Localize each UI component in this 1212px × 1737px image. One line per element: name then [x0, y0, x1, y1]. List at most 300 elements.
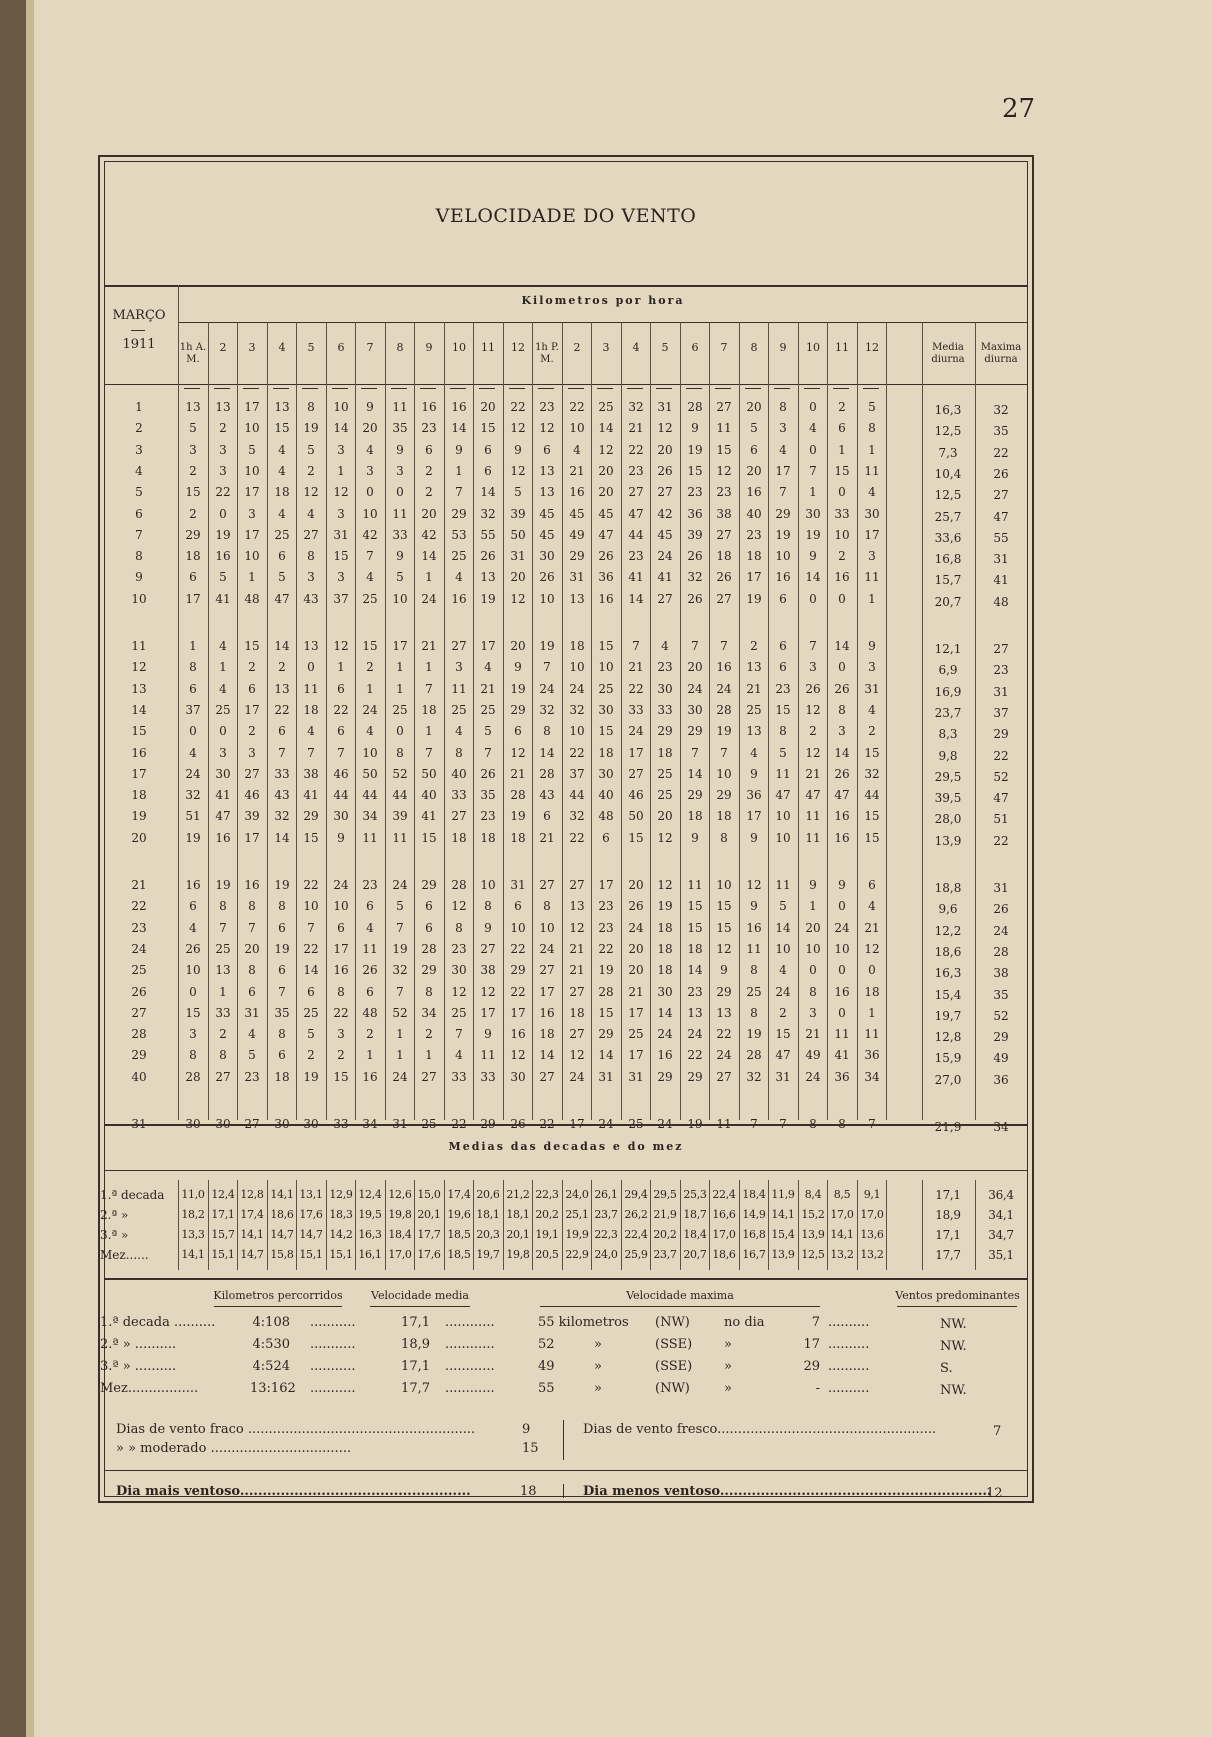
hour-value: 14	[834, 639, 850, 653]
daily-mean: 20,7	[934, 595, 962, 609]
hour-value: 10	[569, 724, 585, 738]
daily-max: 24	[993, 924, 1009, 938]
hour-value: 6	[425, 921, 433, 935]
hour-value: 16	[746, 485, 762, 499]
hour-value: 7	[219, 921, 227, 935]
hour-header: 10	[452, 341, 466, 354]
hour-value: 0	[219, 507, 227, 521]
medias-value: 17,0	[712, 1228, 736, 1241]
medias-value: 20,5	[535, 1248, 559, 1261]
hour-value: 32	[569, 809, 585, 823]
hour-value: 24	[775, 985, 791, 999]
hour-value: 45	[569, 507, 585, 521]
hour-value: 22	[510, 400, 526, 414]
medias-top-rule	[104, 1124, 1028, 1126]
hour-value: 9	[720, 963, 728, 977]
hour-value: 29	[687, 1070, 703, 1084]
hour-value: 40	[451, 767, 467, 781]
hour-value: 1	[337, 464, 345, 478]
hour-value: 33	[451, 1070, 467, 1084]
hour-value: 1	[396, 1048, 404, 1062]
hour-value: 36	[864, 1048, 880, 1062]
hour-value: 4	[307, 507, 315, 521]
hour-value: 8	[750, 1006, 758, 1020]
hour-value: 8	[278, 899, 286, 913]
hour-value: 3	[307, 570, 315, 584]
hour-value: 32	[628, 400, 644, 414]
hour-value: 25	[215, 703, 231, 717]
hour-value: 30	[185, 1117, 201, 1131]
hour-value: 44	[333, 788, 349, 802]
header-tick	[214, 388, 230, 389]
hour-value: 22	[274, 703, 290, 717]
hour-value: 11	[864, 570, 880, 584]
hour-value: 19	[539, 639, 555, 653]
medias-mean: 18,9	[935, 1208, 961, 1222]
hour-value: 37	[185, 703, 201, 717]
medias-value: 15,7	[211, 1228, 235, 1241]
units-left-rule	[178, 285, 179, 322]
medias-value: 19,1	[535, 1228, 559, 1241]
medias-value: 17,4	[240, 1208, 264, 1221]
hour-value: 1	[838, 443, 846, 457]
hour-value: 29	[716, 985, 732, 999]
daily-max: 55	[993, 531, 1009, 545]
hour-value: 10	[244, 421, 260, 435]
daily-mean: 12,1	[934, 642, 962, 656]
hour-header: 1h A. M.	[179, 342, 207, 365]
hour-value: 24	[716, 682, 732, 696]
day-label: 26	[131, 985, 147, 999]
hour-value: 1	[189, 639, 197, 653]
medias-value: 14,1	[771, 1208, 795, 1221]
hour-value: 11	[864, 464, 880, 478]
prevailing-wind: NW.	[940, 1339, 967, 1354]
hour-value: 48	[362, 1006, 378, 1020]
hour-value: 12	[657, 831, 673, 845]
hour-value: 7	[396, 921, 404, 935]
hour-value: 3	[868, 549, 876, 563]
hour-value: 25	[274, 528, 290, 542]
day-label: 29	[131, 1048, 147, 1062]
hour-value: 1	[809, 899, 817, 913]
ventos-header: Ventos predominantes	[895, 1289, 1020, 1302]
daily-max: 36	[993, 1073, 1009, 1087]
hour-value: 27	[303, 528, 319, 542]
hour-value: 23	[628, 464, 644, 478]
medias-row-label: Mez......	[100, 1248, 149, 1262]
hour-value: 17	[628, 1006, 644, 1020]
hour-value: 17	[864, 528, 880, 542]
hour-value: 15	[775, 1027, 791, 1041]
hour-value: 22	[569, 400, 585, 414]
hour-value: 17	[244, 831, 260, 845]
hour-value: 18	[657, 921, 673, 935]
hour-value: 18	[598, 746, 614, 760]
medias-value: 18,4	[683, 1228, 707, 1241]
medias-value: 8,5	[833, 1188, 851, 1201]
hour-value: 0	[809, 963, 817, 977]
hour-value: 26	[716, 570, 732, 584]
hour-value: 6	[248, 985, 256, 999]
hour-value: 13	[746, 660, 762, 674]
hour-value: 52	[392, 767, 408, 781]
hour-value: 5	[396, 570, 404, 584]
hour-value: 3	[219, 746, 227, 760]
medias-row-label: 1.ª decada	[100, 1188, 165, 1202]
vmax-unit: »	[594, 1381, 602, 1396]
hour-value: 6	[366, 899, 374, 913]
hour-value: 16	[451, 592, 467, 606]
hour-value: 30	[657, 985, 673, 999]
prevailing-wind: NW.	[940, 1383, 967, 1398]
hour-value: 47	[598, 528, 614, 542]
hour-value: 11	[775, 878, 791, 892]
hour-value: 32	[687, 570, 703, 584]
hour-value: 12	[303, 485, 319, 499]
hour-value: 26	[657, 464, 673, 478]
hour-value: 31	[510, 878, 526, 892]
daily-max: 37	[993, 706, 1009, 720]
medias-value: 20,1	[506, 1228, 530, 1241]
medias-mean: 17,1	[935, 1188, 961, 1202]
hour-value: 24	[185, 767, 201, 781]
hour-value: 29	[510, 963, 526, 977]
day-label: 17	[131, 767, 147, 781]
hour-value: 19	[274, 942, 290, 956]
hour-value: 6	[248, 682, 256, 696]
vmax-direction: (NW)	[655, 1381, 690, 1396]
hour-value: 2	[425, 464, 433, 478]
hour-value: 19	[510, 682, 526, 696]
hour-value: 27	[421, 1070, 437, 1084]
hour-value: 6	[425, 899, 433, 913]
hour-value: 8	[779, 724, 787, 738]
hour-value: 16	[746, 921, 762, 935]
hour-value: 30	[864, 507, 880, 521]
hour-value: 25	[598, 400, 614, 414]
hour-value: 42	[421, 528, 437, 542]
header-tick	[804, 388, 820, 389]
hour-value: 23	[598, 921, 614, 935]
hour-value: 19	[716, 724, 732, 738]
hour-value: 5	[750, 421, 758, 435]
hour-value: 25	[657, 788, 673, 802]
hour-value: 5	[189, 421, 197, 435]
daily-mean: 19,7	[934, 1009, 962, 1023]
hour-value: 55	[480, 528, 496, 542]
hour-value: 15	[274, 421, 290, 435]
hour-value: 21	[569, 464, 585, 478]
header-tick	[597, 388, 613, 389]
hour-value: 11	[716, 421, 732, 435]
hour-value: 23	[775, 682, 791, 696]
hour-value: 4	[661, 639, 669, 653]
hour-value: 36	[598, 570, 614, 584]
hour-value: 30	[215, 1117, 231, 1131]
daily-mean: 9,6	[938, 902, 958, 916]
hour-value: 18	[746, 549, 762, 563]
hour-value: 4	[248, 1027, 256, 1041]
medias-value: 12,8	[240, 1188, 264, 1201]
hour-value: 37	[569, 767, 585, 781]
vmax-value: 52	[538, 1337, 555, 1352]
hour-value: 14	[657, 1006, 673, 1020]
vmed-value: 17,1	[401, 1315, 430, 1330]
day-label: 6	[135, 507, 143, 521]
hour-value: 11	[392, 831, 408, 845]
medias-value: 24,0	[594, 1248, 618, 1261]
hour-value: 27	[539, 963, 555, 977]
medias-rule	[104, 1170, 1028, 1171]
medias-value: 22,9	[565, 1248, 589, 1261]
hour-value: 2	[366, 1027, 374, 1041]
hour-value: 0	[838, 592, 846, 606]
hour-value: 1	[455, 464, 463, 478]
hour-value: 41	[657, 570, 673, 584]
day-caption: »	[724, 1359, 732, 1374]
hour-value: 29	[598, 1027, 614, 1041]
hour-value: 19	[274, 878, 290, 892]
hour-value: 24	[628, 724, 644, 738]
hour-value: 9	[396, 549, 404, 563]
daily-max: 35	[993, 424, 1009, 438]
hour-value: 19	[746, 592, 762, 606]
hour-value: 29	[657, 1070, 673, 1084]
header-tick	[833, 388, 849, 389]
hour-value: 2	[366, 660, 374, 674]
medias-value: 14,1	[240, 1228, 264, 1241]
hour-value: 3	[868, 660, 876, 674]
medias-value: 17,6	[299, 1208, 323, 1221]
hour-value: 26	[687, 549, 703, 563]
units-caption: Kilometros por hora	[521, 294, 685, 307]
hour-value: 36	[834, 1070, 850, 1084]
hour-value: 10	[510, 921, 526, 935]
hour-value: 18	[274, 485, 290, 499]
medias-value: 25,9	[624, 1248, 648, 1261]
hour-value: 32	[864, 767, 880, 781]
hour-value: 23	[451, 942, 467, 956]
hour-value: 7	[779, 485, 787, 499]
day-label: 31	[131, 1117, 147, 1131]
hour-value: 17	[628, 1048, 644, 1062]
hour-value: 17	[746, 570, 762, 584]
hour-value: 17	[185, 592, 201, 606]
hour-value: 21	[569, 942, 585, 956]
medias-value: 22,4	[624, 1228, 648, 1241]
hour-value: 31	[510, 549, 526, 563]
hour-value: 27	[451, 639, 467, 653]
daily-max: 27	[993, 488, 1009, 502]
hour-value: 3	[455, 660, 463, 674]
hour-value: 3	[337, 507, 345, 521]
day-label: 4	[135, 464, 143, 478]
daily-max: 26	[993, 467, 1009, 481]
hour-value: 7	[307, 746, 315, 760]
hour-value: 0	[838, 660, 846, 674]
hour-value: 1	[425, 724, 433, 738]
hour-value: 16	[421, 400, 437, 414]
hour-value: 1	[219, 660, 227, 674]
hour-value: 10	[362, 507, 378, 521]
vmax-unit: »	[594, 1337, 602, 1352]
hour-value: 4	[219, 682, 227, 696]
hour-value: 20	[628, 878, 644, 892]
day-label: 27	[131, 1006, 147, 1020]
hour-value: 47	[805, 788, 821, 802]
hour-value: 6	[307, 985, 315, 999]
medias-value: 18,5	[447, 1248, 471, 1261]
hour-value: 24	[687, 1027, 703, 1041]
hour-value: 1	[248, 570, 256, 584]
hour-value: 23	[657, 660, 673, 674]
hour-value: 0	[189, 985, 197, 999]
hour-value: 20	[805, 921, 821, 935]
hour-value: 12	[510, 746, 526, 760]
medias-value: 18,5	[447, 1228, 471, 1241]
hour-value: 30	[451, 963, 467, 977]
hour-value: 16	[510, 1027, 526, 1041]
hour-value: 32	[539, 703, 555, 717]
hour-value: 23	[628, 549, 644, 563]
month-dash	[131, 330, 145, 331]
hour-value: 8	[425, 985, 433, 999]
medias-value: 29,4	[624, 1188, 648, 1201]
hour-value: 13	[185, 400, 201, 414]
hour-value: 19	[598, 963, 614, 977]
hour-value: 24	[598, 1117, 614, 1131]
hour-value: 3	[366, 464, 374, 478]
header-tick	[686, 388, 702, 389]
daily-max: 52	[993, 1009, 1009, 1023]
hour-value: 14	[274, 831, 290, 845]
medias-value: 22,3	[594, 1228, 618, 1241]
hour-value: 7	[809, 639, 817, 653]
hour-value: 18	[657, 942, 673, 956]
hour-value: 12	[510, 464, 526, 478]
hour-value: 7	[425, 746, 433, 760]
daily-mean: 12,8	[934, 1030, 962, 1044]
day-label: 15	[131, 724, 147, 738]
hour-value: 3	[337, 1027, 345, 1041]
hour-value: 17	[244, 485, 260, 499]
medias-value: 17,0	[388, 1248, 412, 1261]
hour-value: 18	[510, 831, 526, 845]
hour-value: 26	[805, 682, 821, 696]
hour-value: 15	[598, 724, 614, 738]
hour-value: 20	[598, 485, 614, 499]
hour-value: 15	[185, 485, 201, 499]
hour-value: 9	[514, 443, 522, 457]
header-tick	[184, 388, 200, 389]
hour-value: 45	[539, 528, 555, 542]
hour-value: 19	[775, 528, 791, 542]
hour-value: 4	[573, 443, 581, 457]
hour-value: 4	[484, 660, 492, 674]
hour-value: 5	[219, 570, 227, 584]
hour-value: 8	[189, 660, 197, 674]
hour-value: 46	[244, 788, 260, 802]
medias-value: 18,4	[388, 1228, 412, 1241]
hour-value: 1	[219, 985, 227, 999]
hour-value: 7	[720, 639, 728, 653]
hour-value: 3	[337, 443, 345, 457]
hour-value: 7	[366, 549, 374, 563]
hour-value: 10	[716, 878, 732, 892]
hour-value: 6	[337, 682, 345, 696]
medias-value: 16,8	[742, 1228, 766, 1241]
hour-value: 10	[569, 421, 585, 435]
hour-value: 7	[543, 660, 551, 674]
hour-value: 15	[244, 639, 260, 653]
hour-value: 25	[628, 1117, 644, 1131]
day-label: 21	[131, 878, 147, 892]
hour-value: 9	[514, 660, 522, 674]
hour-value: 14	[451, 421, 467, 435]
hour-value: 20	[746, 400, 762, 414]
hour-value: 14	[775, 921, 791, 935]
hour-value: 33	[480, 1070, 496, 1084]
medias-value: 8,4	[804, 1188, 822, 1201]
hour-value: 24	[362, 703, 378, 717]
hour-value: 30	[215, 767, 231, 781]
vmed-header-rule	[370, 1306, 470, 1307]
hour-value: 47	[274, 592, 290, 606]
hour-value: 13	[539, 464, 555, 478]
daily-mean: 39,5	[934, 791, 962, 805]
summary-label: 1.ª decada ..........	[100, 1315, 216, 1330]
hour-value: 21	[510, 767, 526, 781]
daily-max: 41	[993, 573, 1009, 587]
hour-value: 1	[868, 443, 876, 457]
hour-value: 2	[248, 660, 256, 674]
hour-value: 22	[569, 831, 585, 845]
medias-value: 20,2	[653, 1228, 677, 1241]
hour-value: 32	[569, 703, 585, 717]
hour-value: 50	[421, 767, 437, 781]
hour-value: 33	[628, 703, 644, 717]
hour-value: 15	[598, 1006, 614, 1020]
hour-value: 27	[716, 1070, 732, 1084]
daily-mean: 33,6	[934, 531, 962, 545]
daily-mean: 12,2	[934, 924, 962, 938]
hour-value: 6	[750, 443, 758, 457]
hour-value: 35	[392, 421, 408, 435]
vmed-value: 17,1	[401, 1359, 430, 1374]
hour-value: 25	[746, 703, 762, 717]
hour-value: 13	[274, 400, 290, 414]
hour-value: 12	[480, 985, 496, 999]
daily-mean: 12,5	[934, 488, 962, 502]
daily-max: 29	[993, 727, 1009, 741]
hour-value: 24	[805, 1070, 821, 1084]
hour-value: 12	[333, 639, 349, 653]
hour-value: 30	[539, 549, 555, 563]
hour-value: 41	[215, 788, 231, 802]
medias-value: 20,7	[683, 1248, 707, 1261]
hour-value: 10	[480, 878, 496, 892]
medias-value: 20,6	[476, 1188, 500, 1201]
medias-value: 20,2	[535, 1208, 559, 1221]
hour-value: 20	[657, 809, 673, 823]
hour-value: 3	[337, 570, 345, 584]
daily-max: 28	[993, 945, 1009, 959]
hour-value: 20	[628, 963, 644, 977]
hour-value: 25	[451, 703, 467, 717]
hour-value: 9	[484, 1027, 492, 1041]
hour-value: 29	[421, 878, 437, 892]
